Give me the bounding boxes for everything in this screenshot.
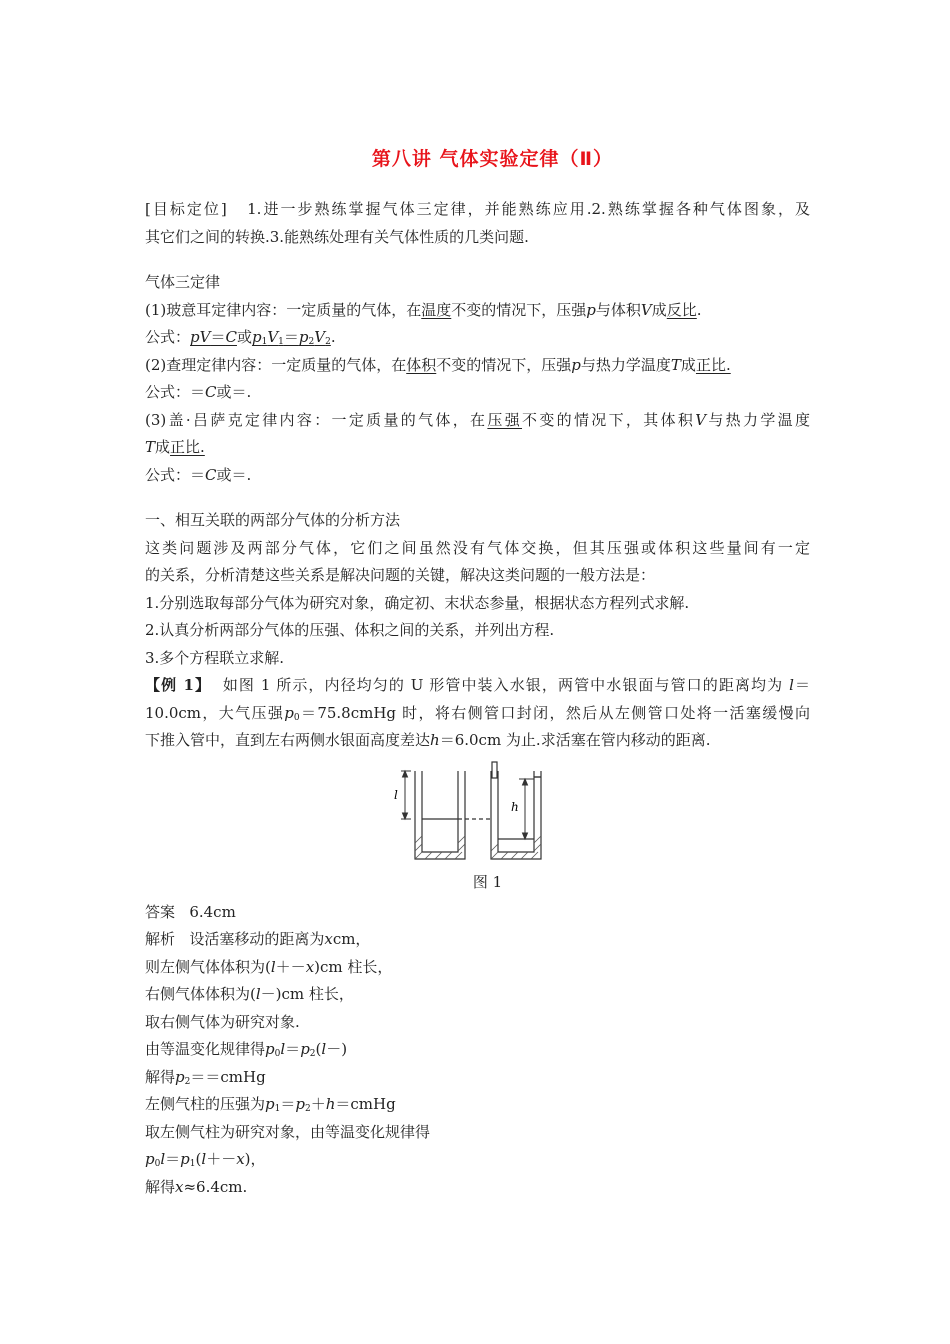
step-1: 1.分别选取每部分气体为研究对象，确定初、末状态参量，根据状态方程列式求解.	[145, 593, 690, 612]
page-title: 第八讲 气体实验定律（Ⅱ）	[371, 148, 614, 170]
left-tube-inner	[422, 771, 458, 852]
solution-line-6: 解得$p_2==cmHg$	[145, 1067, 266, 1087]
blank-pressure: 压强	[487, 410, 523, 429]
objective-text-1: 1.进一步熟练掌握气体三定律，并能熟练应用.2.熟练掌握各种气体图象，及	[247, 200, 810, 218]
example-line-1: 【例 1】 如图 1 所示，内径均匀的 U 形管中装入水银，两管中水银面与管口的距离均为 l＝	[145, 676, 810, 694]
laws-heading: 气体三定律	[145, 273, 221, 291]
formula-p1v1-p2v2: $p_1V_1=p_2V_2$	[251, 328, 331, 347]
charles-law-formula: 公式：＝C或＝.	[145, 383, 252, 401]
blank-inverse: 反比	[666, 300, 697, 319]
gaylussac-law-formula: 公式：＝C或＝.	[145, 465, 252, 484]
piston	[492, 762, 497, 778]
u-tube-figure	[145, 759, 810, 871]
boyle-law-content: (1)玻意耳定律内容：一定质量的气体，在温度不变的情况下，压强p与体积V成反比.	[145, 300, 702, 319]
example-line-2: 10.0cm，大气压强$p_0=75.8cmHg$ 时，将右侧管口封闭，然后从左侧管口处将一活塞缓慢向	[145, 703, 810, 723]
example-line-3: 下推入管中，直到左右两侧水银面高度差达h＝6.0cm 为止.求活塞在管内移动的距离.	[145, 731, 711, 749]
step-2: 2.认真分析两部分气体的压强、体积之间的关系，并列出方程.	[145, 621, 555, 639]
figure-caption: 图 1	[472, 872, 503, 891]
label-h: h	[511, 799, 519, 814]
l-dimension	[401, 771, 411, 819]
u-tube-diagram	[385, 759, 565, 869]
solution-line-8: 取左侧气柱为研究对象，由等温变化规律得	[145, 1122, 431, 1141]
section-paragraph-2: 的关系，分析清楚这些关系是解决问题的关键，解决这类问题的一般方法是：	[145, 566, 656, 584]
solution-line-5: 由等温变化规律得$p_0l=p_2(l-)$	[145, 1040, 348, 1059]
solution-line-3: 右侧气体体积为(l－)cm 柱长，	[145, 985, 354, 1003]
solution-line-9: $p_0l=p_1(l+-x)$，	[145, 1150, 266, 1169]
h-dimension	[519, 779, 534, 839]
document-page	[145, 140, 810, 1201]
example-label: 【例 1】	[145, 676, 212, 694]
label-l: l	[394, 787, 398, 802]
right-tube-inner	[498, 771, 541, 852]
answer-label: 答案	[145, 902, 176, 921]
step-3: 3.多个方程联立求解.	[145, 648, 285, 667]
solution-line-10: 解得x≈6.4cm.	[145, 1177, 248, 1196]
section-paragraph-1: 这类问题涉及两部分气体，它们之间虽然没有气体交换，但其压强或体积这些量间有一定	[145, 538, 810, 557]
solution-line-1: 解析 设活塞移动的距离为xcm，	[145, 930, 371, 948]
blank-direct-2: 正比.	[170, 438, 205, 456]
gaylussac-law-content: (3)盖·吕萨克定律内容：一定质量的气体，在压强不变的情况下，其体积V与热力学温度	[145, 410, 810, 429]
formula-pv-c: pV＝C	[190, 328, 237, 346]
blank-volume: 体积	[406, 355, 437, 374]
objective-label: [目标定位]	[145, 200, 227, 218]
blank-temperature: 温度	[421, 300, 452, 319]
charles-law-content: (2)查理定律内容：一定质量的气体，在体积不变的情况下，压强p与热力学温度T成正比.	[145, 355, 731, 374]
blank-direct: 正比.	[695, 355, 731, 374]
solution-line-2: 则左侧气体体积为(l＋－x)cm 柱长，	[145, 957, 393, 976]
section-heading: 一、相互关联的两部分气体的分析方法	[145, 511, 401, 529]
boyle-law-formula: 公式：pV＝C或$p_1V_1=p_2V_2$.	[145, 328, 336, 347]
solution-label: 解析	[145, 930, 176, 948]
objective-line-2: 其它们之间的转换.3.能熟练处理有关气体性质的几类问题.	[145, 227, 529, 246]
objective-line-1	[145, 196, 810, 224]
solution-line-7: 左侧气柱的压强为$p_1=p_2+h=cmHg$	[145, 1095, 396, 1114]
gaylussac-law-content-2: T成正比.	[145, 438, 205, 456]
answer-line	[145, 899, 810, 927]
answer-value: 6.4cm	[189, 902, 236, 921]
solution-line-4: 取右侧气体为研究对象.	[145, 1012, 300, 1031]
